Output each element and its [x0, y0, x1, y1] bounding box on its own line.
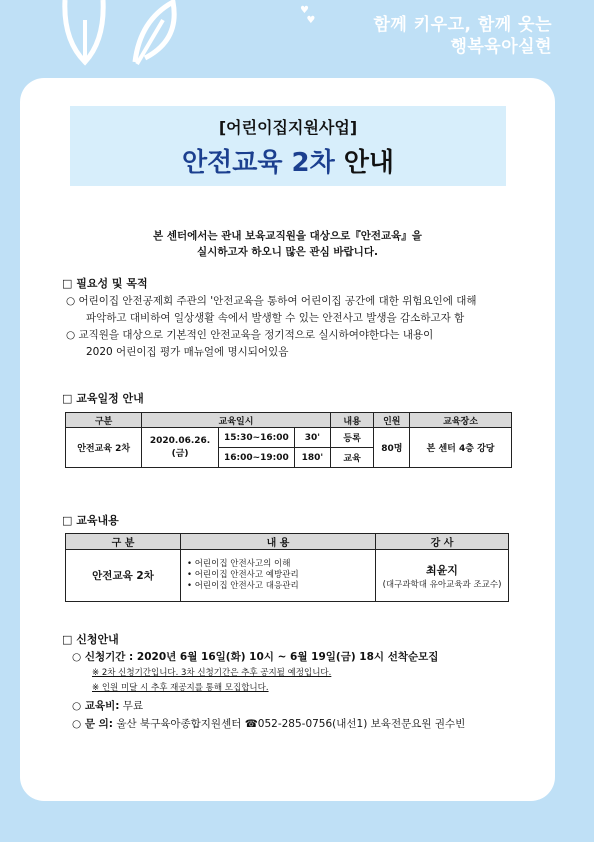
intro-text: 본 센터에서는 관내 보육교직원을 대상으로『안전교육』을 실시하고자 하오니 많은 관심 바랍니다. — [153, 230, 422, 258]
slogan: 함께 키우고, 함께 웃는 행복육아실현 — [373, 15, 552, 57]
title-box — [70, 106, 506, 186]
apply-note-2: ※ 인원 미달 시 추후 재공지를 통해 모집합니다. — [92, 683, 269, 693]
apply-contact: ○ 문 의: 울산 북구육아종합지원센터 ☎052-285-0756(내선1) 보육전문요원 권수빈 — [72, 718, 466, 730]
page-title: 안전교육 2차 안내 — [181, 148, 395, 178]
content-table: 구 분 내 용 강 사 안전교육 2차 • 어린이집 안전사고의 이해 • 어린이집 안전사고 예방관리 • 어린이집 안전사고 대응관리 최윤지 (대구과학대 유아교육과 조교수) — [65, 533, 509, 602]
apply-period: ○ 신청기간 : 2020년 6월 16일(화) 10시 ~ 6월 19일(금) 18시 선착순모집 — [72, 651, 439, 663]
leaf-decoration-icon — [55, 0, 205, 70]
apply-fee: ○ 교육비: 무료 — [72, 700, 144, 712]
apply-note-1: ※ 2차 신청기간입니다. 3차 신청기간은 추후 공지될 예정입니다. — [92, 668, 332, 678]
content-heading: □ 교육내용 — [62, 514, 119, 527]
schedule-heading: □ 교육일정 안내 — [62, 392, 144, 405]
purpose-heading: □ 필요성 및 목적 — [62, 277, 148, 290]
heart-decoration-icon: ♥ ♥ — [300, 5, 316, 26]
schedule-table: 구분 교육일시 내용 인원 교육장소 안전교육 2차 2020.06.26.(금) 15:30~16:00 30' 등록 80명 본 센터 4층 강당 16:00~19:00 180' 교육 — [65, 412, 512, 468]
apply-heading: □ 신청안내 — [62, 633, 119, 646]
subtitle: [어린이집지원사업] — [218, 118, 358, 137]
purpose-text: ○ 어린이집 안전공제회 주관의 '안전교육을 통하여 어린이집 공간에 대한 위험요인에 대해 파악하고 대비하여 일상생활 속에서 발생할 수 있는 안전사고 발생을 감소하고자 함 ○ 교직원을 대상으로 기본적인 안전교육을 정기적으로 실시하여야한다는 내용이 2020 어린이집 평가 매뉴얼에 명시되어있음 — [66, 295, 477, 358]
notice-card — [20, 78, 555, 801]
